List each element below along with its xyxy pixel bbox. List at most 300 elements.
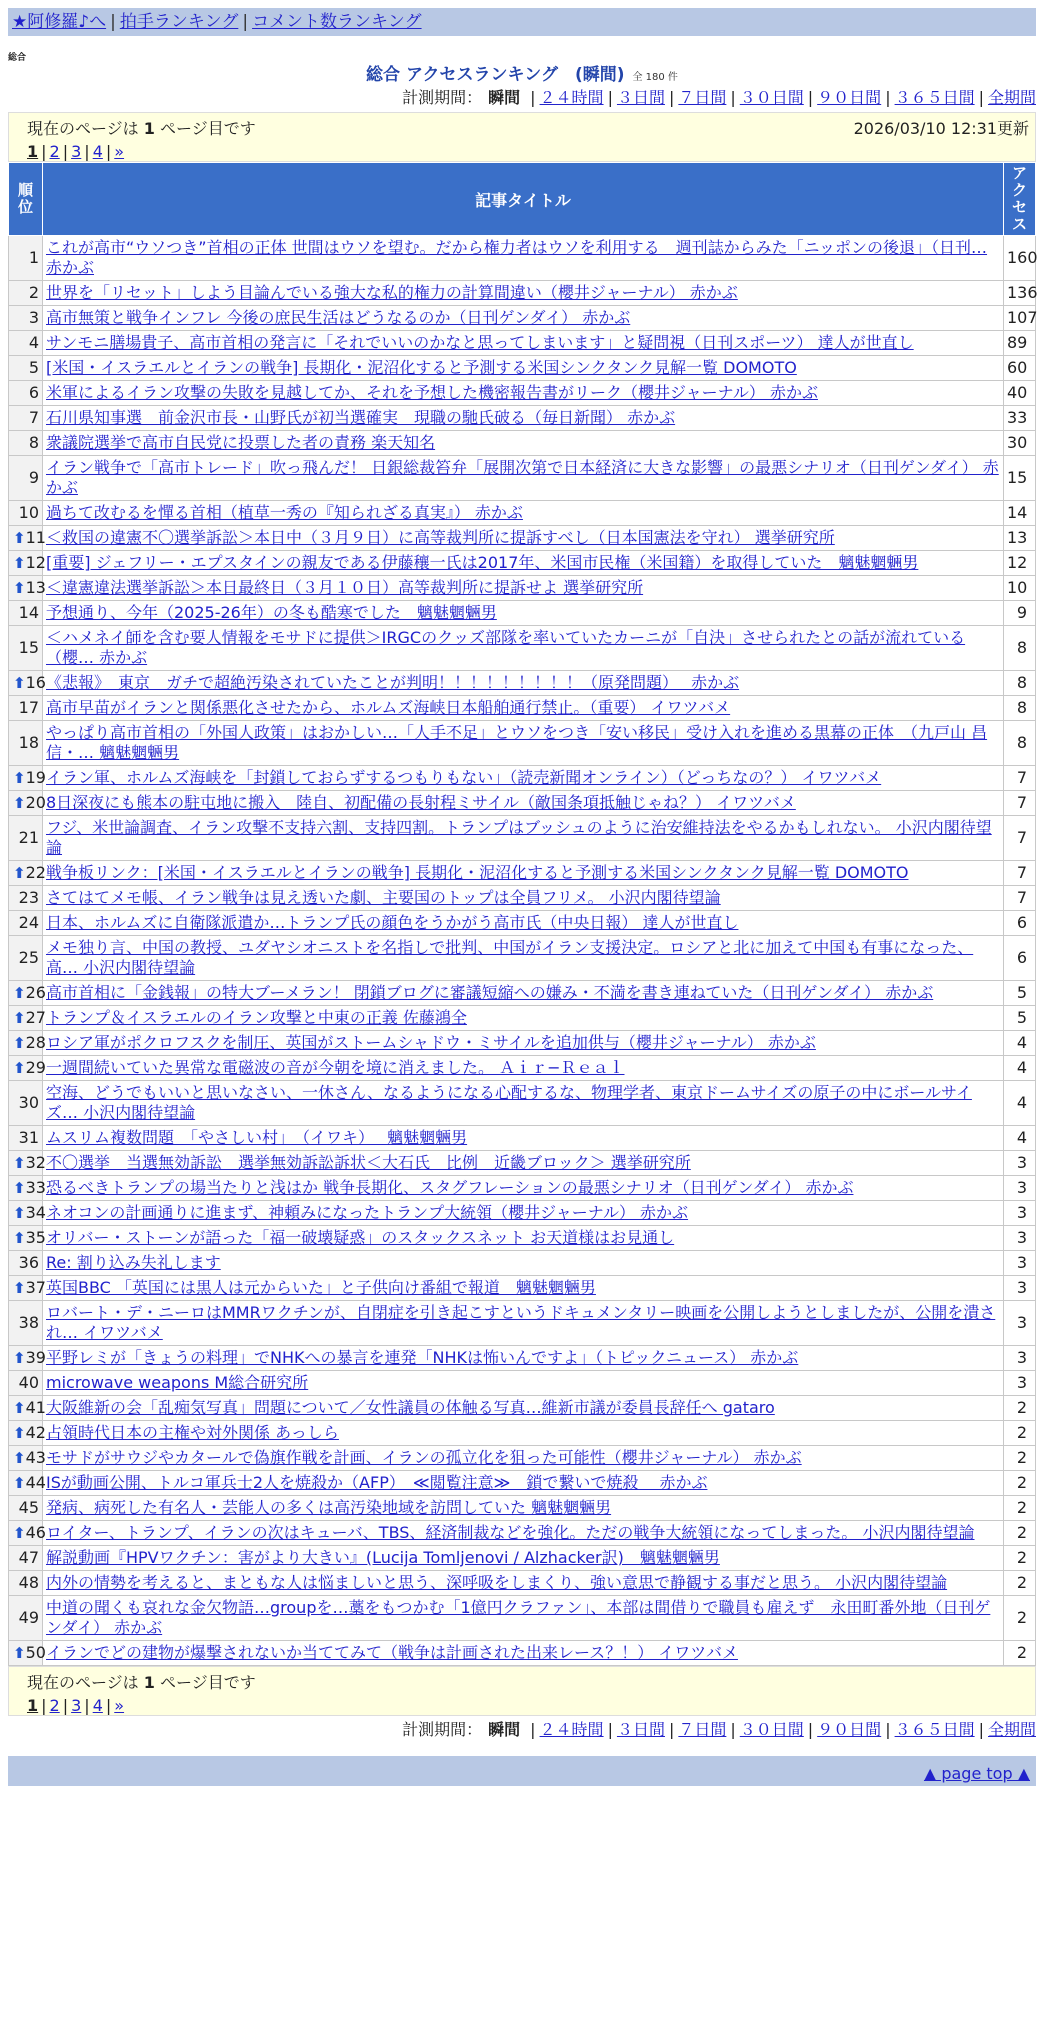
rank-number: 19 — [25, 768, 46, 787]
rank-cell — [9, 1031, 46, 1056]
article-link[interactable]: Re: 割り込み失礼します — [46, 1253, 221, 1272]
rank-number: 39 — [25, 1348, 46, 1367]
nav-separator: | — [110, 12, 116, 32]
access-count: 3 — [1004, 1346, 1036, 1371]
access-count: 5 — [1004, 1006, 1036, 1031]
access-count: 3 — [1004, 1371, 1036, 1396]
article-link[interactable]: ムスリム複数問題 「やさしい村」 （イワキ） 魑魅魍魎男 — [46, 1128, 468, 1147]
access-count: 14 — [1004, 501, 1036, 526]
rank-number: 13 — [25, 578, 46, 597]
table-row — [9, 1151, 1036, 1176]
page-link-4[interactable]: 4 — [92, 142, 103, 161]
access-count: 3 — [1004, 1276, 1036, 1301]
article-link[interactable]: [米国・イスラエルとイランの戦争] 長期化・泥沼化すると予測する米国シンクタンク見解一覧 DOMOTO — [46, 358, 797, 377]
period-separator: | — [885, 1720, 891, 1739]
title-cell — [43, 861, 1004, 886]
access-count: 2 — [1004, 1546, 1036, 1571]
page-link-3[interactable]: 3 — [71, 142, 82, 161]
rank-cell — [9, 721, 43, 766]
access-count: 8 — [1004, 721, 1036, 766]
article-link[interactable]: 8日深夜にも熊本の駐屯地に搬入 陸自、初配備の長射程ミサイル（敵国条項抵触じゃね？） イワツバメ — [46, 793, 796, 812]
rank-number: 49 — [18, 1608, 39, 1627]
period-link-3[interactable]: ３０日間 — [739, 88, 804, 107]
page-title-text: 総合 アクセスランキング (瞬間) — [366, 65, 625, 85]
page-separator: | — [105, 1696, 112, 1715]
title-cell — [43, 1056, 1004, 1081]
article-link[interactable]: 米軍によるイラン攻撃の失敗を見越してか、それを予想した機密報告書がリーク（櫻井ジャーナル） 赤かぶ — [46, 383, 818, 402]
table-row — [9, 601, 1036, 626]
article-link[interactable]: 高市首相に「金銭報」の特大ブーメラン！ 閉鎖ブログに審議短縮への嫌み・不満を書き連ねていた（日刊ゲンダイ） 赤かぶ — [46, 983, 934, 1002]
title-cell — [43, 1521, 1004, 1546]
period-link-6[interactable]: 全期間 — [987, 88, 1036, 107]
table-row — [9, 1251, 1036, 1276]
rank-number: 32 — [25, 1153, 46, 1172]
table-row — [9, 1571, 1036, 1596]
title-cell — [43, 1496, 1004, 1521]
access-count: 9 — [1004, 601, 1036, 626]
page-link-2[interactable]: 2 — [49, 1696, 60, 1715]
total-count: 全 180 件 — [632, 72, 678, 83]
period-separator: | — [530, 88, 536, 107]
rank-up-arrow-icon: ⬆ — [13, 554, 26, 572]
title-cell — [43, 551, 1004, 576]
period-link-4[interactable]: ９０日間 — [817, 88, 882, 107]
page-link-3[interactable]: 3 — [71, 1696, 82, 1715]
rank-cell — [9, 861, 46, 886]
period-link-6[interactable]: 全期間 — [987, 1720, 1036, 1739]
nav-link-comment-ranking[interactable]: コメント数ランキング — [252, 12, 422, 32]
article-link[interactable]: イラン軍、ホルムズ海峡を「封鎖しておらずするつもりもない」（読売新聞オンライン）（どっちなの？） イワツバメ — [46, 768, 882, 787]
title-cell — [43, 1396, 1004, 1421]
nav-link-ashura[interactable]: ★阿修羅♪へ — [12, 12, 107, 32]
period-separator: | — [730, 1720, 736, 1739]
rank-cell — [9, 1176, 46, 1201]
title-cell — [43, 1081, 1004, 1126]
article-link[interactable]: ネオコンの計画通りに進まず、神頼みになったトランプ大統領（櫻井ジャーナル） 赤かぶ — [46, 1203, 689, 1222]
article-link[interactable]: 高市早苗がイランと関係悪化させたから、ホルムズ海峡日本船舶通行禁止。（重要） イワツバメ — [46, 698, 731, 717]
rank-up-arrow-icon: ⬆ — [13, 1059, 26, 1077]
table-row — [9, 1176, 1036, 1201]
article-link[interactable]: さてはてメモ帳、イラン戦争は見え透いた劇、主要国のトップは全員フリメ。 小沢内閣待望論 — [46, 888, 721, 907]
access-count: 7 — [1004, 766, 1036, 791]
access-count: 7 — [1004, 861, 1036, 886]
page-separator: | — [105, 142, 112, 161]
period-selector-top — [0, 86, 1036, 110]
period-link-5[interactable]: ３６５日間 — [894, 88, 975, 107]
rank-cell — [9, 306, 43, 331]
rank-up-arrow-icon: ⬆ — [13, 864, 26, 882]
rank-number: 40 — [18, 1373, 39, 1392]
page-top-link[interactable]: ▲ page top ▲ — [923, 1764, 1030, 1783]
access-count: 15 — [1004, 456, 1036, 501]
article-link[interactable]: フジ、米世論調査、イラン攻撃不支持六割、支持四割。トランプはブッシュのように治安維持法をやるかもしれない。 小沢内閣待望論 — [46, 818, 992, 857]
rank-number: 41 — [25, 1398, 46, 1417]
article-link[interactable]: 過ちて改むるを憚る首相（植草一秀の『知られざる真実』） 赤かぶ — [46, 503, 523, 522]
title-cell — [43, 911, 1004, 936]
title-cell — [43, 1471, 1004, 1496]
table-row — [9, 816, 1036, 861]
rank-number: 28 — [25, 1033, 46, 1052]
rank-cell — [9, 1251, 43, 1276]
article-link[interactable]: 戦争板リンク：[米国・イスラエルとイランの戦争] 長期化・泥沼化すると予測する米国シンクタンク見解一覧 DOMOTO — [46, 863, 909, 882]
title-cell — [43, 236, 1004, 281]
rank-up-arrow-icon: ⬆ — [13, 1644, 26, 1662]
article-link[interactable]: 日本、ホルムズに自衛隊派遣か…トランプ氏の顔色をうかがう高市氏（中央日報） 達人が世直し — [46, 913, 739, 932]
article-link[interactable]: 世界を「リセット」しよう目論んでいる強大な私的権力の計算間違い（櫻井ジャーナル） 赤かぶ — [46, 283, 738, 302]
table-row — [9, 766, 1036, 791]
title-cell — [43, 526, 1004, 551]
period-link-3[interactable]: ３０日間 — [739, 1720, 804, 1739]
table-row — [9, 1081, 1036, 1126]
title-cell — [43, 1226, 1004, 1251]
article-link[interactable]: ロイター、トランプ、イランの次はキューバ、TBS、経済制裁などを強化。ただの戦争大統領になってしまった。 小沢内閣待望論 — [46, 1523, 975, 1542]
page-separator: | — [62, 1696, 69, 1715]
rank-cell — [9, 936, 43, 981]
table-row — [9, 1471, 1036, 1496]
rank-cell — [9, 766, 46, 791]
rank-number: 48 — [18, 1573, 39, 1592]
article-link[interactable]: 平野レミが「きょうの料理」でNHKへの暴言を連発「NHKは怖いんですよ」（トピックニュース） 赤かぶ — [46, 1348, 799, 1367]
period-separator: | — [807, 88, 814, 107]
period-selector-bottom — [0, 1718, 1036, 1742]
access-count: 4 — [1004, 1031, 1036, 1056]
article-link[interactable]: ロシア軍がポクロフスクを制圧、英国がストームシャドウ・ミサイルを追加供与（櫻井ジャーナル） 赤かぶ — [46, 1033, 816, 1052]
rank-cell — [9, 281, 43, 306]
title-cell — [43, 406, 1004, 431]
rank-cell — [9, 381, 43, 406]
table-row — [9, 936, 1036, 981]
rank-cell — [9, 1151, 46, 1176]
article-link[interactable]: 《悲報》 東京 ガチで超絶汚染されていたことが判明！！！！！！！！！（原発問題） 赤かぶ — [46, 673, 740, 692]
title-cell — [43, 576, 1004, 601]
rank-number: 21 — [18, 828, 39, 847]
table-row — [9, 381, 1036, 406]
table-row — [9, 1421, 1036, 1446]
rank-number: 42 — [25, 1423, 46, 1442]
rank-cell — [9, 1596, 43, 1641]
rank-cell — [9, 526, 46, 551]
rank-cell — [9, 1081, 43, 1126]
rank-cell — [9, 981, 46, 1006]
article-link[interactable]: 占領時代日本の主権や対外関係 あっしら — [46, 1423, 339, 1442]
rank-cell — [9, 626, 43, 671]
page-separator: | — [62, 142, 69, 161]
rank-up-arrow-icon: ⬆ — [13, 529, 26, 547]
title-cell — [43, 696, 1004, 721]
article-link[interactable]: ロバート・デ・ニーロはMMRワクチンが、自閉症を引き起こすというドキュメンタリー映画を公開しようとしましたが、公開を潰され… イワツバメ — [46, 1303, 996, 1342]
period-link-2[interactable]: ７日間 — [678, 1720, 727, 1739]
table-row — [9, 501, 1036, 526]
access-count: 33 — [1004, 406, 1036, 431]
rank-cell — [9, 1056, 46, 1081]
article-link[interactable]: オリバー・ストーンが語った「福一破壊疑惑」のスタックスネット お天道様はお見通し — [46, 1228, 675, 1247]
table-row — [9, 1596, 1036, 1641]
article-link[interactable]: これが高市“ウソつき”首相の正体 世間はウソを望む。だから権力者はウソを利用する 週刊誌からみた「ニッポンの後退」（日刊… 赤かぶ — [46, 238, 988, 277]
rank-number: 33 — [25, 1178, 46, 1197]
access-count: 107 — [1004, 306, 1036, 331]
rank-cell — [9, 696, 43, 721]
article-link[interactable]: 内外の情勢を考えると、まともな人は悩ましいと思う、深呼吸をしまくり、強い意思で静観する事だと思う。 小沢内閣待望論 — [46, 1573, 948, 1592]
title-cell — [43, 1031, 1004, 1056]
rank-up-arrow-icon: ⬆ — [13, 1449, 26, 1467]
title-cell — [43, 721, 1004, 766]
article-link[interactable]: 中道の聞くも哀れな金欠物語…groupを…藁をもつかむ「1億円クラファン」、本部は間借りで職員も雇えず 永田町番外地（日刊ゲンダイ） 赤かぶ — [46, 1598, 991, 1637]
rank-number: 2 — [28, 283, 39, 302]
period-separator: | — [607, 88, 613, 107]
title-cell — [43, 1421, 1004, 1446]
article-link[interactable]: 発病、病死した有名人・芸能人の多くは高汚染地域を訪問していた 魑魅魍魎男 — [46, 1498, 612, 1517]
period-separator: | — [730, 88, 736, 107]
article-link[interactable]: 予想通り、今年（2025-26年）の冬も酷寒でした 魑魅魍魎男 — [46, 603, 497, 622]
rank-up-arrow-icon: ⬆ — [13, 1009, 26, 1027]
access-count: 8 — [1004, 626, 1036, 671]
table-row — [9, 551, 1036, 576]
rank-cell — [9, 406, 43, 431]
title-cell — [43, 1151, 1004, 1176]
ranking-table — [8, 162, 1036, 1666]
title-cell — [43, 356, 1004, 381]
current-page-number: 1 — [143, 119, 155, 138]
table-row — [9, 1031, 1036, 1056]
rank-number: 14 — [18, 603, 39, 622]
article-link[interactable]: 高市無策と戦争インフレ 今後の庶民生活はどうなるのか（日刊ゲンダイ） 赤かぶ — [46, 308, 631, 327]
rank-up-arrow-icon: ⬆ — [13, 769, 26, 787]
period-label: 計測期間： — [402, 1720, 483, 1739]
page-info-top — [8, 112, 1036, 162]
table-row — [9, 861, 1036, 886]
rank-number: 38 — [18, 1313, 39, 1332]
article-link[interactable]: モサドがサウジやカタールで偽旗作戦を計画、イランの孤立化を狙った可能性（櫻井ジャーナル） 赤かぶ — [46, 1448, 802, 1467]
article-link[interactable]: イランでどの建物が爆撃されないか当ててみて（戦争は計画された出来レース？！） イワツバメ — [46, 1643, 738, 1662]
article-link[interactable]: ＜ハメネイ師を含む要人情報をモサドに提供＞IRGCのクッズ部隊を率いていたカーニが「自決」させられたとの話が流れている（櫻… 赤かぶ — [46, 628, 966, 667]
table-row — [9, 1446, 1036, 1471]
rank-cell — [9, 551, 46, 576]
rank-cell — [9, 791, 46, 816]
period-separator: | — [978, 1720, 984, 1739]
current-page-number: 1 — [143, 1673, 155, 1692]
rank-cell — [9, 236, 43, 281]
access-count: 5 — [1004, 981, 1036, 1006]
page-link-»[interactable]: » — [114, 1696, 125, 1715]
page-info-bottom — [8, 1666, 1036, 1716]
access-count: 160 — [1004, 236, 1036, 281]
bottom-bar — [8, 1756, 1036, 1786]
rank-cell — [9, 1496, 43, 1521]
rank-cell — [9, 1421, 46, 1446]
period-link-4[interactable]: ９０日間 — [817, 1720, 882, 1739]
table-row — [9, 1496, 1036, 1521]
article-link[interactable]: トランプ＆イスラエルのイラン攻撃と中東の正義 佐藤鴻全 — [46, 1008, 467, 1027]
rank-cell — [9, 1371, 43, 1396]
rank-number: 35 — [25, 1228, 46, 1247]
article-link[interactable]: 空海、どうでもいいと思いなさい、一休さん、なるようになる心配するな、物理学者、東京ドームサイズの原子の中にボールサイズ… 小沢内閣待望論 — [46, 1083, 972, 1122]
page-link-2[interactable]: 2 — [49, 142, 60, 161]
rank-number: 8 — [28, 433, 39, 452]
article-link[interactable]: microwave weapons M総合研究所 — [46, 1373, 309, 1392]
period-separator: | — [668, 1720, 675, 1739]
access-count: 4 — [1004, 1126, 1036, 1151]
page-title — [0, 64, 1044, 86]
title-cell — [43, 791, 1004, 816]
page-link-4[interactable]: 4 — [92, 1696, 103, 1715]
title-cell — [43, 306, 1004, 331]
rank-cell — [9, 431, 43, 456]
rank-up-arrow-icon: ⬆ — [13, 1474, 26, 1492]
rank-number: 47 — [18, 1548, 39, 1567]
title-cell — [43, 1371, 1004, 1396]
title-cell — [43, 936, 1004, 981]
title-cell — [43, 431, 1004, 456]
access-count: 2 — [1004, 1571, 1036, 1596]
rank-cell — [9, 1641, 46, 1666]
period-link-0[interactable]: ２４時間 — [539, 88, 604, 107]
title-cell — [43, 1251, 1004, 1276]
header-access: アクセス — [1004, 163, 1036, 236]
period-link-1[interactable]: ３日間 — [616, 1720, 665, 1739]
rank-number: 17 — [18, 698, 39, 717]
table-row — [9, 1396, 1036, 1421]
article-link[interactable]: ＜違憲違法選挙訴訟＞本日最終日（３月１０日）高等裁判所に提訴せよ 選挙研究所 — [46, 578, 644, 597]
header-rank: 順位 — [9, 163, 43, 236]
title-cell — [43, 1346, 1004, 1371]
rank-cell — [9, 1521, 46, 1546]
article-link[interactable]: 解説動画『HPVワクチン：害がより大きい』(Lucija Tomljenovi / Alzhacker訳) 魑魅魍魎男 — [46, 1548, 720, 1567]
rank-cell — [9, 1006, 46, 1031]
nav-link-applause-ranking[interactable]: 拍手ランキング — [119, 12, 239, 32]
article-link[interactable]: ＜救国の違憲不〇選挙訴訟＞本日中（３月９日）に高等裁判所に提訴すべし（日本国憲法を守れ） 選挙研究所 — [46, 528, 835, 547]
access-count: 4 — [1004, 1056, 1036, 1081]
table-row — [9, 791, 1036, 816]
rank-number: 27 — [25, 1008, 46, 1027]
period-separator: | — [668, 88, 675, 107]
table-row — [9, 1521, 1036, 1546]
access-count: 3 — [1004, 1301, 1036, 1346]
access-count: 2 — [1004, 1641, 1036, 1666]
table-row — [9, 1546, 1036, 1571]
table-row — [9, 456, 1036, 501]
pagination-bottom — [27, 1696, 1027, 1715]
rank-cell — [9, 1226, 46, 1251]
table-row — [9, 526, 1036, 551]
period-separator: | — [885, 88, 891, 107]
table-row — [9, 1641, 1036, 1666]
access-count: 7 — [1004, 791, 1036, 816]
article-link[interactable]: ISが動画公開、トルコ軍兵士2人を焼殺か（AFP） ≪閲覧注意≫ 鎖で繋いで焼殺 赤かぶ — [46, 1473, 708, 1492]
rank-number: 12 — [25, 553, 46, 572]
rank-up-arrow-icon: ⬆ — [13, 1034, 26, 1052]
title-cell — [43, 1201, 1004, 1226]
period-separator: | — [607, 1720, 613, 1739]
table-row — [9, 1226, 1036, 1251]
access-count: 136 — [1004, 281, 1036, 306]
article-link[interactable]: 大阪維新の会「乱痴気写真」問題について／女性議員の体触る写真…維新市議が委員長辞任へ gataro — [46, 1398, 775, 1417]
period-link-2[interactable]: ７日間 — [678, 88, 727, 107]
period-link-0[interactable]: ２４時間 — [539, 1720, 604, 1739]
page-separator: | — [84, 1696, 90, 1715]
rank-cell — [9, 501, 43, 526]
title-cell — [43, 1571, 1004, 1596]
table-row — [9, 671, 1036, 696]
page-separator: | — [41, 1696, 47, 1715]
rank-number: 5 — [28, 358, 39, 377]
article-link[interactable]: イラン戦争で「高市トレード」吹っ飛んだ！ 日銀総裁笞弁「展開次第で日本経済に大きな影響」の最悪シナリオ（日刊ゲンダイ） 赤かぶ — [46, 458, 999, 497]
rank-up-arrow-icon: ⬆ — [13, 1399, 26, 1417]
rank-up-arrow-icon: ⬆ — [13, 579, 26, 597]
rank-number: 18 — [18, 733, 39, 752]
rank-up-arrow-icon: ⬆ — [13, 1229, 26, 1247]
rank-number: 3 — [28, 308, 39, 327]
rank-cell — [9, 1276, 46, 1301]
page-info-text-suffix: ページ目です — [160, 119, 256, 138]
period-label: 計測期間： — [402, 88, 483, 107]
title-cell — [43, 1126, 1004, 1151]
table-row — [9, 1371, 1036, 1396]
table-row — [9, 886, 1036, 911]
rank-number: 6 — [28, 383, 39, 402]
access-count: 2 — [1004, 1496, 1036, 1521]
title-cell — [43, 1546, 1004, 1571]
access-count: 30 — [1004, 431, 1036, 456]
title-cell — [43, 1596, 1004, 1641]
page-info-text-prefix: 現在のページは — [27, 1673, 139, 1692]
rank-number: 34 — [25, 1203, 46, 1222]
rank-up-arrow-icon: ⬆ — [13, 1349, 26, 1367]
table-row — [9, 1346, 1036, 1371]
rank-cell — [9, 1301, 43, 1346]
rank-number: 50 — [25, 1643, 46, 1662]
article-link[interactable]: サンモニ膳場貴子、高市首相の発言に「それでいいのかなと思ってしまいます」と疑問視（日刊スポーツ） 達人が世直し — [46, 333, 914, 352]
access-count: 8 — [1004, 671, 1036, 696]
rank-up-arrow-icon: ⬆ — [13, 1154, 26, 1172]
article-link[interactable]: 不〇選挙 当選無効訴訟 選挙無効訴訟訴状＜大石氏 比例 近畿ブロック＞ 選挙研究所 — [46, 1153, 691, 1172]
article-link[interactable]: 石川県知事選 前金沢市長・山野氏が初当選確実 現職の馳氏破る（毎日新聞） 赤かぶ — [46, 408, 676, 427]
rank-number: 25 — [18, 948, 39, 967]
title-cell — [43, 1176, 1004, 1201]
rank-cell — [9, 816, 43, 861]
rank-up-arrow-icon: ⬆ — [13, 1279, 26, 1297]
rank-up-arrow-icon: ⬆ — [13, 794, 26, 812]
period-link-5[interactable]: ３６５日間 — [894, 1720, 975, 1739]
rank-number: 7 — [28, 408, 39, 427]
period-link-1[interactable]: ３日間 — [616, 88, 665, 107]
article-link[interactable]: メモ独り言、中国の教授、ユダヤシオニストを名指しで批判、中国がイラン支援決定。ロシアと北に加えて中国も有事になった、高… 小沢内閣待望論 — [46, 938, 974, 977]
article-link[interactable]: 一週間続いていた異常な電磁波の音が今朝を境に消えました。 Ａｉｒ−Ｒｅａｌ — [46, 1058, 625, 1077]
article-link[interactable]: 英国BBC 「英国には黒人は元からいた」と子供向け番組で報道 魑魅魍魎男 — [46, 1278, 596, 1297]
rank-number: 20 — [25, 793, 46, 812]
article-link[interactable]: やっぱり高市首相の「外国人政策」はおかしい…「人手不足」とウソをつき「安い移民」受け入れを進める黒幕の正体 （九戸山 昌信・… 魑魅魍魎男 — [46, 723, 988, 762]
article-link[interactable]: 衆議院選挙で高市自民党に投票した者の責務 楽天知名 — [46, 433, 436, 452]
article-link[interactable]: [重要] ジェフリー・エプスタインの親友である伊藤穰一氏は2017年、米国市民権（米国籍）を取得していた 魑魅魍魎男 — [46, 553, 919, 572]
access-count: 89 — [1004, 331, 1036, 356]
table-row — [9, 576, 1036, 601]
page-info-text-suffix: ページ目です — [160, 1673, 256, 1692]
table-row — [9, 911, 1036, 936]
period-separator: | — [807, 1720, 814, 1739]
rank-cell — [9, 1346, 46, 1371]
rank-number: 43 — [25, 1448, 46, 1467]
page-link-»[interactable]: » — [114, 142, 125, 161]
access-count: 12 — [1004, 551, 1036, 576]
article-link[interactable]: 恐るべきトランプの場当たりと浅はか 戦争長期化、スタグフレーションの最悪シナリオ（日刊ゲンダイ） 赤かぶ — [46, 1178, 854, 1197]
page-separator: | — [41, 142, 47, 161]
section-label: 総合 — [8, 53, 27, 63]
access-count: 13 — [1004, 526, 1036, 551]
rank-number: 30 — [18, 1093, 39, 1112]
rank-up-arrow-icon: ⬆ — [13, 674, 26, 692]
rank-number: 16 — [25, 673, 46, 692]
access-count: 3 — [1004, 1176, 1036, 1201]
access-count: 2 — [1004, 1446, 1036, 1471]
